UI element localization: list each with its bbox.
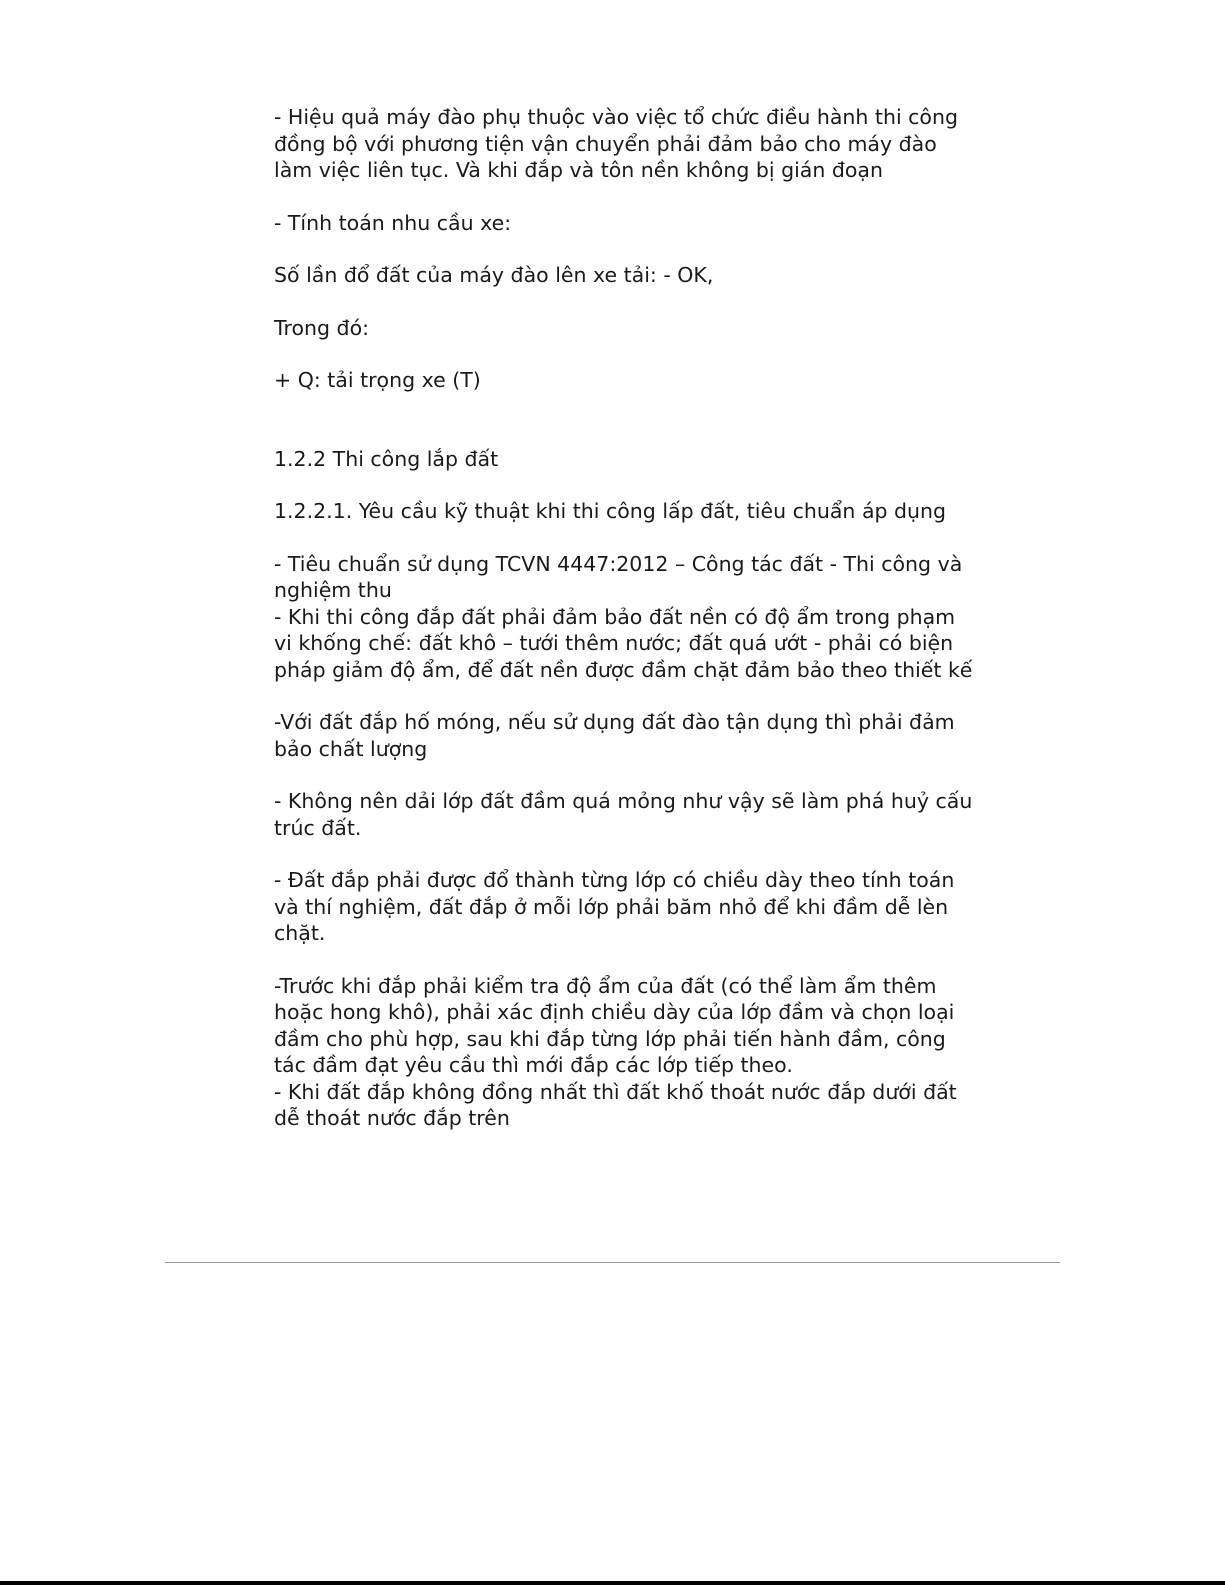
page-bottom-edge <box>0 1581 1225 1585</box>
paragraph-foundation-pit: -Với đất đắp hố móng, nếu sử dụng đất đào tận dụng thì phải đảm bảo chất lượng <box>274 710 955 761</box>
paragraph-spacer <box>274 341 994 367</box>
page-footer-rule <box>165 1262 1060 1263</box>
paragraph-excavator-efficiency: - Hiệu quả máy đào phụ thuộc vào việc tổ chức điều hành thi công đồng bộ với phương tiện vận chuyển phải đảm bảo cho máy đào làm việc liên tục. Và khi đắp và tôn nền không bị gián đoạn <box>274 105 958 182</box>
paragraph-layer-thickness: - Không nên dải lớp đất đầm quá mỏng như vậy sẽ làm phá huỷ cấu trúc đất. <box>274 789 973 840</box>
paragraph-spacer <box>274 762 994 788</box>
paragraph-truck-load: + Q: tải trọng xe (T) <box>274 368 481 392</box>
paragraph-spacer <box>274 236 994 262</box>
paragraph-spacer <box>274 841 994 867</box>
paragraph-layering: - Đất đắp phải được đổ thành từng lớp có chiều dày theo tính toán và thí nghiệm, đất đắp ở mỗi lớp phải băm nhỏ để khi đầm dễ lèn chặt. <box>274 868 955 945</box>
paragraph-dump-count: Số lần đổ đất của máy đào lên xe tải: - OK, <box>274 263 714 287</box>
paragraph-spacer <box>274 947 994 973</box>
paragraph-spacer <box>274 289 994 315</box>
paragraph-spacer <box>274 472 994 498</box>
section-heading-backfill: 1.2.2 Thi công lắp đất <box>274 446 499 471</box>
paragraph-spacer <box>274 184 994 210</box>
paragraph-moisture-check: -Trước khi đắp phải kiểm tra độ ẩm của đất (có thể làm ẩm thêm hoặc hong khô), phải xác định chiều dày của lớp đầm và chọn loại đầm cho phù hợp, sau khi đắp từng lớp phải tiến hành đầm, công tác đầm đạt yêu cầu thì mới đắp các lớp tiếp theo. - Khi đất đắp không đồng nhất thì đất khố thoát nước đắp dưới đất dễ thoát nước đắp trên <box>274 973 957 1130</box>
paragraph-standard-moisture: - Tiêu chuẩn sử dụng TCVN 4447:2012 – Công tác đất - Thi công và nghiệm thu - Khi thi công đắp đất phải đảm bảo đất nền có độ ẩm trong phạm vi khống chế: đất khô – tưới thêm nước; đất quá ướt - phải có biện pháp giảm độ ẩm, để đất nền được đầm chặt đảm bảo theo thiết kế <box>274 551 973 682</box>
paragraph-where: Trong đó: <box>274 315 370 340</box>
section-spacer <box>274 394 994 446</box>
subsection-heading-requirements: 1.2.2.1. Yêu cầu kỹ thuật khi thi công lấp đất, tiêu chuẩn áp dụng <box>274 499 947 523</box>
paragraph-spacer <box>274 683 994 709</box>
paragraph-spacer <box>274 525 994 551</box>
paragraph-vehicle-demand: - Tính toán nhu cầu xe: <box>274 210 512 235</box>
document-body <box>274 104 994 1132</box>
